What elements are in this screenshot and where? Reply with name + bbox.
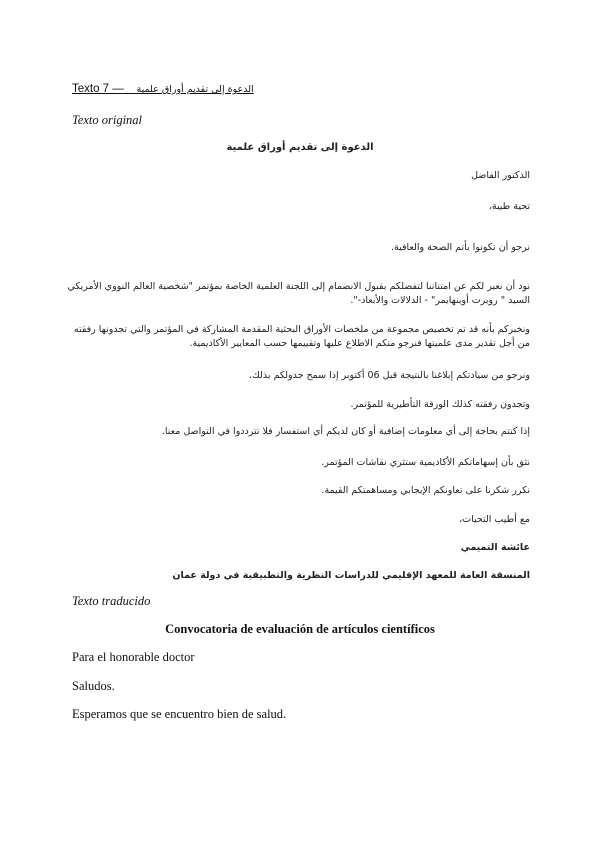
- translated-title: Convocatoria de evaluación de artículos científicos: [165, 622, 435, 636]
- arabic-paragraph-7: نكرر شكرنا على تعاونكم الإيجابي ومساهمتكم القيمة.: [321, 485, 530, 496]
- arabic-paragraph-4: وتجدون رفقته كذلك الورقة التأطيرية للمؤتمر.: [350, 399, 530, 410]
- arabic-paragraph-5: إذا كنتم بحاجة إلى أي معلومات إضافية أو كان لديكم أي استفسار فلا تترددوا في التواصل معنا.: [161, 426, 530, 437]
- arabic-paragraph-1: نود أن نعبر لكم عن امتناننا لتفضلكم بقبول الانضمام إلى اللجنة العلمية الخاصة بمؤتمر "شخصية العالم النووي الأمريكي السيد " روبرت أوبنهايمر" - الدلالات والأبعاد-".: [67, 281, 530, 306]
- arabic-title: الدعوة إلى تقديم أوراق علمية: [226, 142, 374, 153]
- arabic-paragraph-3: ونرجو من سيادتكم إبلاغنا بالنتيجة قبل 06 أكتوبر إذا سمح جدولكم بذلك.: [249, 370, 530, 381]
- original-label: Texto original: [72, 113, 143, 127]
- translated-line-2: Saludos.: [72, 679, 115, 693]
- texto-number: Texto 7 —: [72, 83, 124, 95]
- texto-heading-arabic: الدعوة إلى تقديم أوراق علمية: [136, 84, 254, 95]
- arabic-wish: نرجو أن تكونوا بأتم الصحة والعافية.: [391, 242, 530, 253]
- translated-line-3: Esperamos que se encuentro bien de salud.: [72, 707, 287, 721]
- translated-line-1: Para el honorable doctor: [72, 650, 195, 664]
- arabic-paragraph-6: نثق بأن إسهاماتكم الأكاديمية ستثري نقاشات المؤتمر.: [321, 457, 530, 468]
- arabic-closing: مع أطيب التحيات،: [459, 514, 530, 525]
- arabic-paragraph-2: ونخبركم بأنه قد تم تخصيص مجموعة من ملخصات الأوراق البحثية المقدمة المشاركة في المؤتمر والتي تجدونها رفقته من أجل تقدير مدى علميتها فنرجو منكم الاطلاع عليها وتقييمها حسب المعايير الأكاديمية.: [73, 324, 530, 349]
- texto-heading: [72, 83, 254, 95]
- arabic-greeting: تحية طيبة،: [488, 201, 530, 212]
- translated-label: Texto traducido: [72, 594, 151, 608]
- arabic-signer: عائشة التميمي: [460, 542, 530, 553]
- arabic-salutation: الدكتور الفاضل: [471, 170, 530, 181]
- arabic-organization: المنسقة العامة للمعهد الإقليمي للدراسات النظرية والتطبيقية في دولة عمان: [172, 570, 530, 581]
